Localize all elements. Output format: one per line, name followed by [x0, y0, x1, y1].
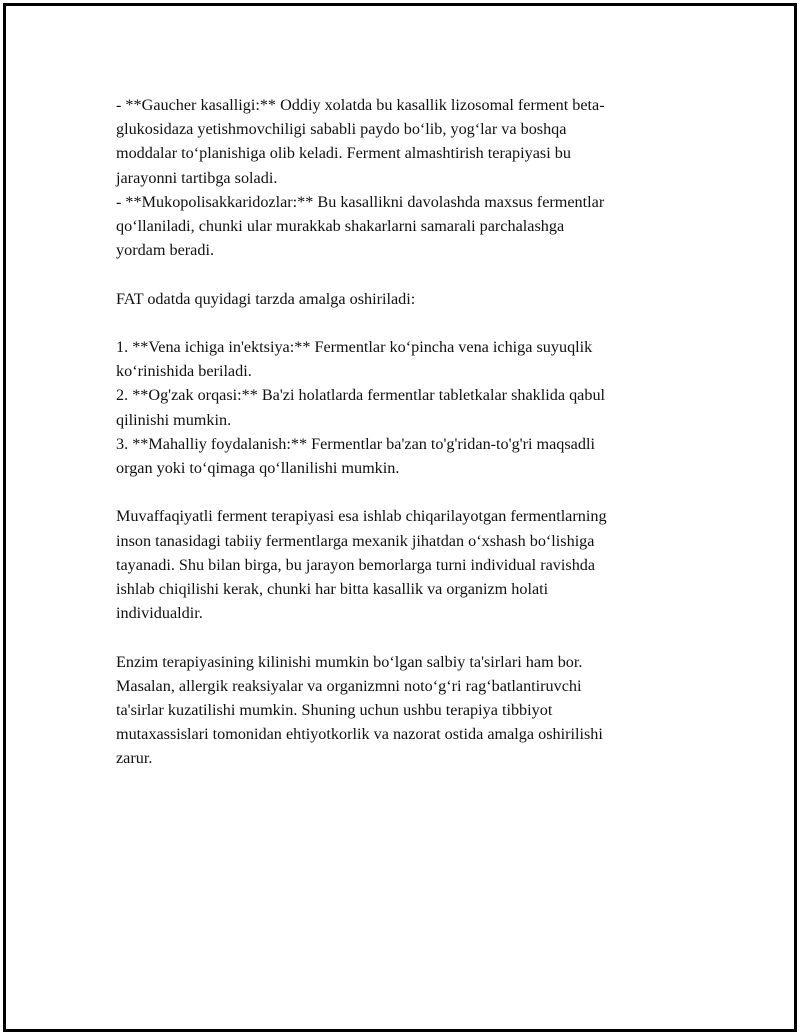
text-line: - **Gaucher kasalligi:** Oddiy xolatda bu kasallik lizosomal ferment beta- [116, 96, 605, 114]
paragraph-gap [116, 262, 676, 286]
text-line: Muvaffaqiyatli ferment terapiyasi esa ishlab chiqarilayotgan fermentlarning [116, 507, 607, 526]
text-line: qo‘llaniladi, chunki ular murakkab shakarlarni samarali parchalashga [116, 217, 565, 236]
text-line: ishlab chiqilishi kerak, chunki har bitta kasallik va organizm holati [116, 580, 549, 599]
paragraph-gap [116, 480, 676, 504]
text-line: individualdir. [116, 604, 203, 623]
document-body [116, 93, 676, 771]
text-line: ko‘rinishida beriladi. [116, 362, 252, 381]
paragraph-gap [116, 625, 676, 649]
text-line: Enzim terapiyasining kilinishi mumkin bo‘lgan salbiy ta'sirlari ham bor. [116, 652, 583, 671]
text-line: inson tanasidagi tabiiy fermentlarga mexanik jihatdan o‘xshash bo‘lishiga [116, 531, 595, 550]
paragraph-gap [116, 311, 676, 335]
text-line: yordam beradi. [116, 241, 214, 260]
text-line: - **Mukopolisakkaridozlar:** Bu kasallikni davolashda maxsus fermentlar [116, 192, 605, 211]
text-line: 2. **Og'zak orqasi:** Ba'zi holatlarda fermentlar tabletkalar shaklida qabul [116, 386, 606, 405]
text-line: FAT odatda quyidagi tarzda amalga oshiriladi: [116, 289, 416, 308]
text-line: Masalan, allergik reaksiyalar va organizmni noto‘g‘ri rag‘batlantiruvchi [116, 676, 582, 695]
text-line: tayanadi. Shu bilan birga, bu jarayon bemorlarga turni individual ravishda [116, 555, 596, 574]
text-line: moddalar to‘planishiga olib keladi. Ferment almashtirish terapiyasi bu [116, 144, 571, 163]
text-line: mutaxassislari tomonidan ehtiyotkorlik va nazorat ostida amalga oshirilishi [116, 725, 603, 744]
text-line: ta'sirlar kuzatilishi mumkin. Shuning uchun ushbu terapiya tibbiyot [116, 701, 553, 720]
text-line: 3. **Mahalliy foydalanish:** Fermentlar ba'zan to'g'ridan-to'g'ri maqsadli [116, 434, 595, 453]
text-line: jarayonni tartibga soladi. [116, 168, 278, 187]
text-line: zarur. [116, 749, 153, 768]
text-line: 1. **Vena ichiga in'ektsiya:** Fermentlar ko‘pincha vena ichiga suyuqlik [116, 338, 593, 356]
text-line: organ yoki to‘qimaga qo‘llanilishi mumkin. [116, 459, 400, 478]
text-line: qilinishi mumkin. [116, 410, 232, 429]
text-line: glukosidaza yetishmovchiligi sababli paydo bo‘lib, yog‘lar va boshqa [116, 120, 567, 139]
